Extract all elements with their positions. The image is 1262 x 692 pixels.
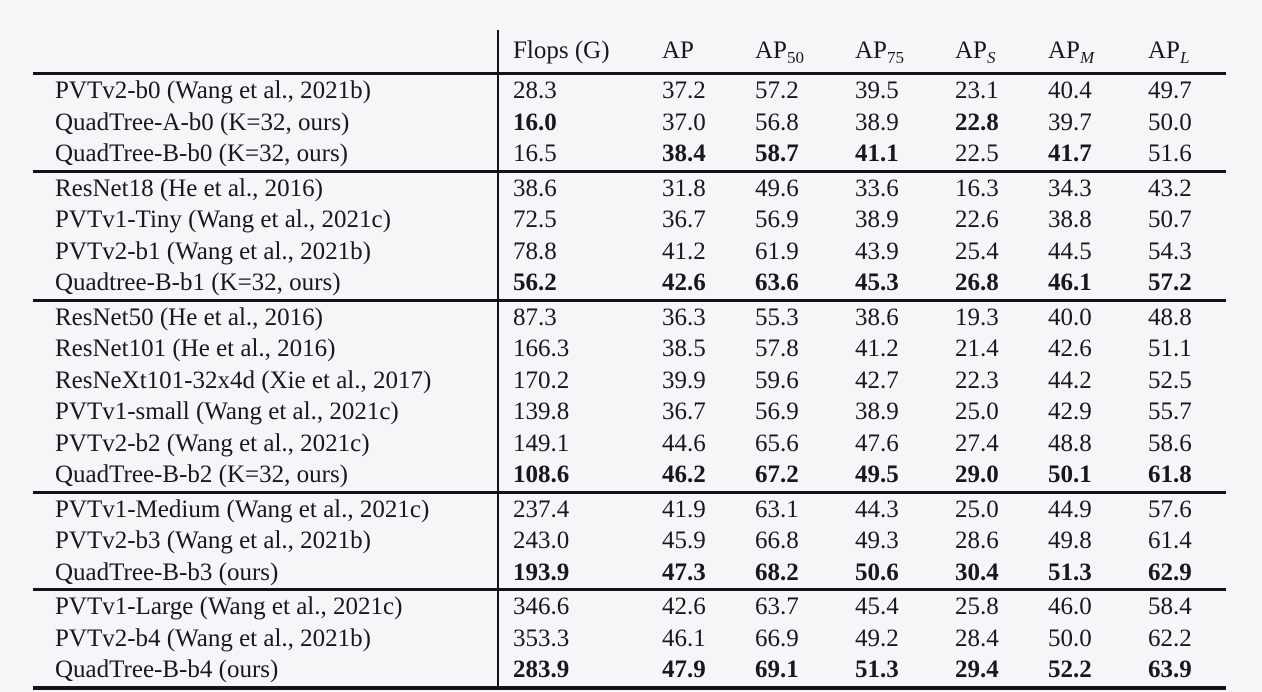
value-cell: 37.0 xyxy=(662,108,706,136)
value-cell: 63.9 xyxy=(1148,656,1192,683)
value-cell: 49.7 xyxy=(1148,77,1192,104)
value-cell: 44.5 xyxy=(1048,237,1092,265)
table-row xyxy=(33,428,1226,460)
model-name-cell: ResNet101 (He et al., 2016) xyxy=(55,335,336,362)
table-row xyxy=(33,365,1226,397)
table-row xyxy=(33,333,1226,365)
column-header-label: AP xyxy=(1048,37,1080,64)
column-header-subscript: S xyxy=(986,48,996,67)
model-name-cell: PVTv2-b1 (Wang et al., 2021b) xyxy=(55,237,371,265)
value-cell: 31.8 xyxy=(662,174,706,202)
value-cell: 41.7 xyxy=(1048,140,1092,167)
model-name-cell: ResNeXt101-32x4d (Xie et al., 2017) xyxy=(55,366,432,394)
value-cell: 22.5 xyxy=(955,140,999,167)
value-cell: 44.6 xyxy=(662,429,706,457)
table-row xyxy=(33,494,1226,526)
column-header-subscript: M xyxy=(1079,48,1095,67)
value-cell: 43.2 xyxy=(1148,174,1192,202)
value-cell: 66.9 xyxy=(755,624,799,652)
value-cell: 45.4 xyxy=(855,593,899,620)
value-cell: 51.3 xyxy=(855,656,899,683)
value-cell: 42.6 xyxy=(662,269,706,296)
value-cell: 170.2 xyxy=(497,365,648,397)
value-cell: 16.0 xyxy=(497,107,648,139)
value-cell: 56.2 xyxy=(497,267,648,299)
value-cell: 44.2 xyxy=(1048,366,1092,394)
column-header xyxy=(741,30,841,72)
value-cell: 39.9 xyxy=(662,366,706,394)
model-name-cell: ResNet50 (He et al., 2016) xyxy=(55,303,323,331)
value-cell: 61.8 xyxy=(1148,461,1192,488)
value-cell: 166.3 xyxy=(497,333,648,365)
value-cell: 29.4 xyxy=(955,656,999,683)
value-cell: 38.5 xyxy=(662,335,706,362)
value-cell: 50.7 xyxy=(1148,206,1192,233)
table-row xyxy=(33,396,1226,428)
value-cell: 36.7 xyxy=(662,398,706,425)
value-cell: 139.8 xyxy=(497,396,648,428)
value-cell: 49.6 xyxy=(755,174,799,202)
value-cell: 243.0 xyxy=(497,525,648,557)
value-cell: 68.2 xyxy=(755,558,799,586)
value-cell: 38.9 xyxy=(855,398,899,425)
header-corner-cell xyxy=(33,30,497,72)
value-cell: 49.5 xyxy=(855,461,899,488)
value-cell: 149.1 xyxy=(497,428,648,460)
value-cell: 33.6 xyxy=(855,174,899,202)
value-cell: 25.0 xyxy=(955,398,999,425)
value-cell: 42.7 xyxy=(855,366,899,394)
value-cell: 34.3 xyxy=(1048,174,1092,202)
value-cell: 50.1 xyxy=(1048,461,1092,488)
model-name-cell: QuadTree-B-b0 (K=32, ours) xyxy=(55,140,348,167)
table-row xyxy=(33,204,1226,236)
value-cell: 46.1 xyxy=(1048,269,1092,296)
value-cell: 46.1 xyxy=(662,624,706,652)
value-cell: 36.3 xyxy=(662,303,706,331)
value-cell: 72.5 xyxy=(497,204,648,236)
model-name-cell: QuadTree-B-b2 (K=32, ours) xyxy=(55,461,348,488)
model-name-cell: PVTv2-b3 (Wang et al., 2021b) xyxy=(55,527,371,554)
value-cell: 63.7 xyxy=(755,593,799,620)
value-cell: 43.9 xyxy=(855,237,899,265)
table-row xyxy=(33,525,1226,557)
value-cell: 22.6 xyxy=(955,206,999,233)
table-row xyxy=(33,75,1226,107)
value-cell: 23.1 xyxy=(955,77,999,104)
value-cell: 40.0 xyxy=(1048,303,1092,331)
column-header-label: AP xyxy=(855,37,887,64)
model-name-cell: Quadtree-B-b1 (K=32, ours) xyxy=(55,269,341,296)
value-cell: 63.6 xyxy=(755,269,799,296)
value-cell: 49.2 xyxy=(855,624,899,652)
value-cell: 46.0 xyxy=(1048,593,1092,620)
value-cell: 58.6 xyxy=(1148,429,1192,457)
column-header xyxy=(841,30,941,72)
model-name-cell: ResNet18 (He et al., 2016) xyxy=(55,174,323,202)
value-cell: 38.8 xyxy=(1048,206,1092,233)
value-cell: 38.6 xyxy=(497,173,648,205)
table-row xyxy=(33,591,1226,623)
value-cell: 40.4 xyxy=(1048,77,1092,104)
table-row xyxy=(33,236,1226,268)
value-cell: 56.9 xyxy=(755,206,799,233)
table-row xyxy=(33,654,1226,686)
value-cell: 25.0 xyxy=(955,495,999,523)
value-cell: 21.4 xyxy=(955,335,999,362)
value-cell: 41.9 xyxy=(662,495,706,523)
value-cell: 67.2 xyxy=(755,461,799,488)
value-cell: 57.8 xyxy=(755,335,799,362)
value-cell: 22.8 xyxy=(955,108,999,136)
value-cell: 63.1 xyxy=(755,495,799,523)
value-cell: 56.8 xyxy=(755,108,799,136)
value-cell: 42.6 xyxy=(1048,335,1092,362)
table-row xyxy=(33,557,1226,589)
value-cell: 46.2 xyxy=(662,461,706,488)
value-cell: 50.0 xyxy=(1048,624,1092,652)
value-cell: 28.3 xyxy=(497,75,648,107)
value-cell: 38.9 xyxy=(855,206,899,233)
table-row xyxy=(33,459,1226,491)
model-name-cell: PVTv2-b2 (Wang et al., 2021c) xyxy=(55,429,370,457)
value-cell: 42.6 xyxy=(662,593,706,620)
value-cell: 62.2 xyxy=(1148,624,1192,652)
value-cell: 62.9 xyxy=(1148,558,1192,586)
model-name-cell: PVTv1-Large (Wang et al., 2021c) xyxy=(55,593,403,620)
value-cell: 38.9 xyxy=(855,108,899,136)
column-header-subscript: 75 xyxy=(886,48,904,67)
value-cell: 38.6 xyxy=(855,303,899,331)
value-cell: 61.4 xyxy=(1148,527,1192,554)
value-cell: 66.8 xyxy=(755,527,799,554)
value-cell: 49.8 xyxy=(1048,527,1092,554)
value-cell: 57.2 xyxy=(755,77,799,104)
table-row xyxy=(33,623,1226,655)
value-cell: 47.9 xyxy=(662,656,706,683)
column-header-label: AP xyxy=(662,37,694,64)
column-header-subscript: L xyxy=(1179,48,1190,67)
table-row xyxy=(33,107,1226,139)
value-cell: 39.7 xyxy=(1048,108,1092,136)
value-cell: 52.2 xyxy=(1048,656,1092,683)
value-cell: 42.9 xyxy=(1048,398,1092,425)
value-cell: 16.5 xyxy=(497,138,648,170)
value-cell: 65.6 xyxy=(755,429,799,457)
column-header xyxy=(497,30,648,72)
value-cell: 28.4 xyxy=(955,624,999,652)
value-cell: 41.2 xyxy=(855,335,899,362)
column-header-subscript: 50 xyxy=(786,48,804,67)
value-cell: 16.3 xyxy=(955,174,999,202)
value-cell: 283.9 xyxy=(497,654,648,686)
table-row xyxy=(33,302,1226,334)
results-table xyxy=(33,30,1226,690)
model-name-cell: PVTv1-Tiny (Wang et al., 2021c) xyxy=(55,206,391,233)
value-cell: 55.3 xyxy=(755,303,799,331)
column-header xyxy=(1034,30,1134,72)
model-name-cell: QuadTree-B-b3 (ours) xyxy=(55,558,279,586)
value-cell: 41.1 xyxy=(855,140,899,167)
table-header-row xyxy=(33,30,1226,72)
value-cell: 54.3 xyxy=(1148,237,1192,265)
value-cell: 51.1 xyxy=(1148,335,1192,362)
value-cell: 49.3 xyxy=(855,527,899,554)
value-cell: 25.4 xyxy=(955,237,999,265)
value-cell: 353.3 xyxy=(497,623,648,655)
value-cell: 237.4 xyxy=(497,494,648,526)
value-cell: 61.9 xyxy=(755,237,799,265)
value-cell: 56.9 xyxy=(755,398,799,425)
value-cell: 36.7 xyxy=(662,206,706,233)
column-header xyxy=(1134,30,1226,72)
value-cell: 22.3 xyxy=(955,366,999,394)
model-name-cell: PVTv2-b0 (Wang et al., 2021b) xyxy=(55,77,371,104)
value-cell: 50.0 xyxy=(1148,108,1192,136)
value-cell: 27.4 xyxy=(955,429,999,457)
column-header xyxy=(648,30,741,72)
value-cell: 37.2 xyxy=(662,77,706,104)
table-row xyxy=(33,173,1226,205)
value-cell: 39.5 xyxy=(855,77,899,104)
value-cell: 26.8 xyxy=(955,269,999,296)
model-name-cell: PVTv1-Medium (Wang et al., 2021c) xyxy=(55,495,430,523)
value-cell: 51.3 xyxy=(1048,558,1092,586)
value-cell: 28.6 xyxy=(955,527,999,554)
value-cell: 87.3 xyxy=(497,302,648,334)
value-cell: 346.6 xyxy=(497,591,648,623)
column-header xyxy=(941,30,1034,72)
table-bottom-rule xyxy=(33,686,1226,690)
value-cell: 30.4 xyxy=(955,558,999,586)
value-cell: 38.4 xyxy=(662,140,706,167)
column-header-label: AP xyxy=(955,37,987,64)
value-cell: 19.3 xyxy=(955,303,999,331)
value-cell: 44.3 xyxy=(855,495,899,523)
value-cell: 58.4 xyxy=(1148,593,1192,620)
value-cell: 29.0 xyxy=(955,461,999,488)
value-cell: 25.8 xyxy=(955,593,999,620)
column-header-label: Flops (G) xyxy=(513,37,610,64)
value-cell: 50.6 xyxy=(855,558,899,586)
table-row xyxy=(33,138,1226,170)
model-name-cell: PVTv2-b4 (Wang et al., 2021b) xyxy=(55,624,371,652)
value-cell: 41.2 xyxy=(662,237,706,265)
value-cell: 58.7 xyxy=(755,140,799,167)
column-header-label: AP xyxy=(755,37,787,64)
column-header-label: AP xyxy=(1148,37,1180,64)
model-name-cell: QuadTree-A-b0 (K=32, ours) xyxy=(55,108,350,136)
value-cell: 193.9 xyxy=(497,557,648,589)
value-cell: 48.8 xyxy=(1048,429,1092,457)
value-cell: 57.6 xyxy=(1148,495,1192,523)
value-cell: 59.6 xyxy=(755,366,799,394)
value-cell: 52.5 xyxy=(1148,366,1192,394)
table-row xyxy=(33,267,1226,299)
value-cell: 55.7 xyxy=(1148,398,1192,425)
value-cell: 44.9 xyxy=(1048,495,1092,523)
value-cell: 47.6 xyxy=(855,429,899,457)
value-cell: 78.8 xyxy=(497,236,648,268)
value-cell: 69.1 xyxy=(755,656,799,683)
model-name-cell: PVTv1-small (Wang et al., 2021c) xyxy=(55,398,399,425)
value-cell: 48.8 xyxy=(1148,303,1192,331)
value-cell: 57.2 xyxy=(1148,269,1192,296)
value-cell: 45.9 xyxy=(662,527,706,554)
value-cell: 51.6 xyxy=(1148,140,1192,167)
value-cell: 45.3 xyxy=(855,269,899,296)
model-name-cell: QuadTree-B-b4 (ours) xyxy=(55,656,279,683)
value-cell: 108.6 xyxy=(497,459,648,491)
value-cell: 47.3 xyxy=(662,558,706,586)
